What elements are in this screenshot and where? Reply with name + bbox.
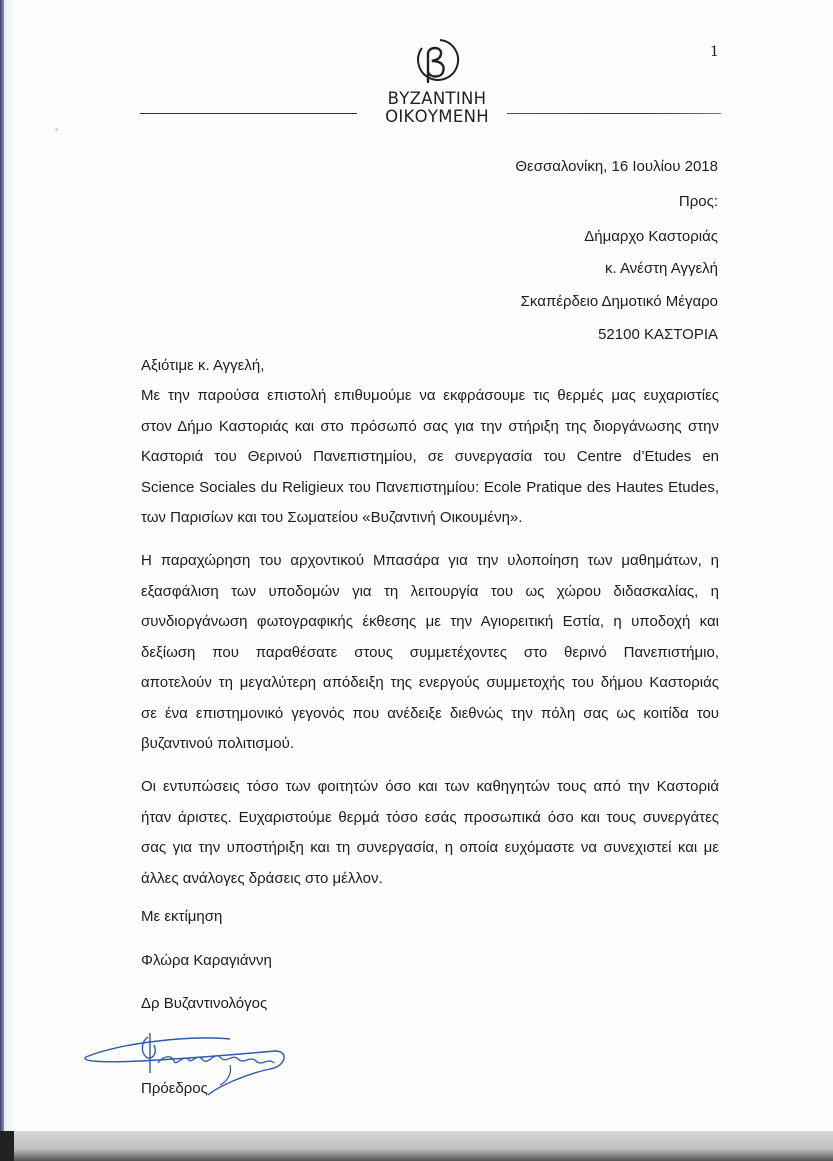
header-rule-right [507, 113, 721, 114]
paragraph-line: σε ένα επιστημονικό γεγονός που ανέδειξε διεθνώς την πόλη σας ως κοιτίδα του [141, 704, 719, 722]
paragraph-line: αποτελούν τη μεγαλύτερη απόδειξη της ενεργούς συμμετοχής του δήμου Καστοριάς [141, 674, 719, 691]
paragraph-line: συνδιοργάνωση φωτογραφικής έκθεσης με την Αγιορειτική Εστία, η υποδοχή και [141, 613, 719, 630]
paragraph-line: σας για την υποστήριξη και τη συνεργασία, η οποία ευχόμαστε να συνεχιστεί και με [141, 839, 719, 856]
letterhead-logo [382, 36, 492, 126]
to-label: Προς: [678, 193, 718, 210]
org-name-line2: ΟΙΚΟΥΜΕΝΗ [385, 107, 489, 126]
paragraph-line: δεξίωση που παραθέσατε στους συμμετέχοντες στο θερινό Πανεπιστήμιο, [141, 643, 719, 661]
place-date: Θεσσαλονίκη, 16 Ιουλίου 2018 [515, 158, 718, 175]
header-rule-left [140, 113, 357, 114]
body-paragraph-2 [141, 546, 719, 760]
signer-name: Φλώρα Καραγιάννη [141, 952, 272, 969]
paragraph-line: ήταν άριστες. Ευχαριστούμε θερμά τόσο εσάς προσωπικά όσο και τους συνεργάτες [141, 808, 719, 826]
beta-circle-logo-icon [410, 36, 462, 88]
valediction: Με εκτίμηση [141, 908, 223, 925]
paragraph-line: βυζαντινού πολιτισμού. [141, 735, 294, 752]
signer-role: Πρόεδρος [141, 1080, 208, 1097]
scan-left-shadow [4, 0, 14, 1135]
recipient-line: 52100 ΚΑΣΤΟΡΙΑ [598, 326, 718, 343]
body-paragraph-1 [141, 381, 719, 534]
paragraph-line: Καστοριά του Θερινού Πανεπιστημίου, σε συνεργασία του Centre d’Etudes en [141, 448, 719, 465]
salutation: Αξιότιμε κ. Αγγελή, [141, 357, 265, 374]
scan-speck [55, 128, 58, 131]
scan-bottom-edge [0, 1131, 833, 1161]
paragraph-line: άλλες ανάλογες δράσεις στο μέλλον. [141, 869, 383, 887]
org-name [382, 90, 492, 126]
page-number: 1 [710, 44, 719, 60]
recipient-line: κ. Ανέστη Αγγελή [604, 260, 718, 277]
paragraph-line: των Παρισίων και του Σωματείου «Βυζαντινή Οικουμένη». [141, 509, 523, 526]
recipient-line: Δήμαρχο Καστοριάς [584, 228, 718, 245]
paragraph-line: στον Δήμο Καστοριάς και στο πρόσωπό σας για την στήριξη της διοργάνωσης στην [141, 417, 719, 435]
recipient-line: Σκαπέρδειο Δημοτικό Μέγαρο [520, 293, 718, 310]
paragraph-line: Με την παρούσα επιστολή επιθυμούμε να εκφράσουμε τις θερμές μας ευχαριστίες [141, 387, 719, 404]
paragraph-line: Οι εντυπώσεις τόσο των φοιτητών όσο και των καθηγητών τους από την Καστοριά [141, 778, 719, 795]
org-name-line1: ΒΥΖΑΝΤΙΝΗ [387, 89, 487, 108]
paragraph-line: Science Sociales du Religieux του Πανεπιστημίου: Ecole Pratique des Hautes Etudes, [141, 478, 719, 496]
signer-title: Δρ Βυζαντινολόγος [141, 995, 268, 1012]
paragraph-line: Η παραχώρηση του αρχοντικού Μπασάρα για την υλοποίηση των μαθημάτων, η [141, 552, 719, 569]
paragraph-line: εξασφάλιση των υποδομών για τη λειτουργία του ως χώρου διδασκαλίας, η [141, 582, 719, 600]
body-paragraph-3 [141, 772, 719, 894]
